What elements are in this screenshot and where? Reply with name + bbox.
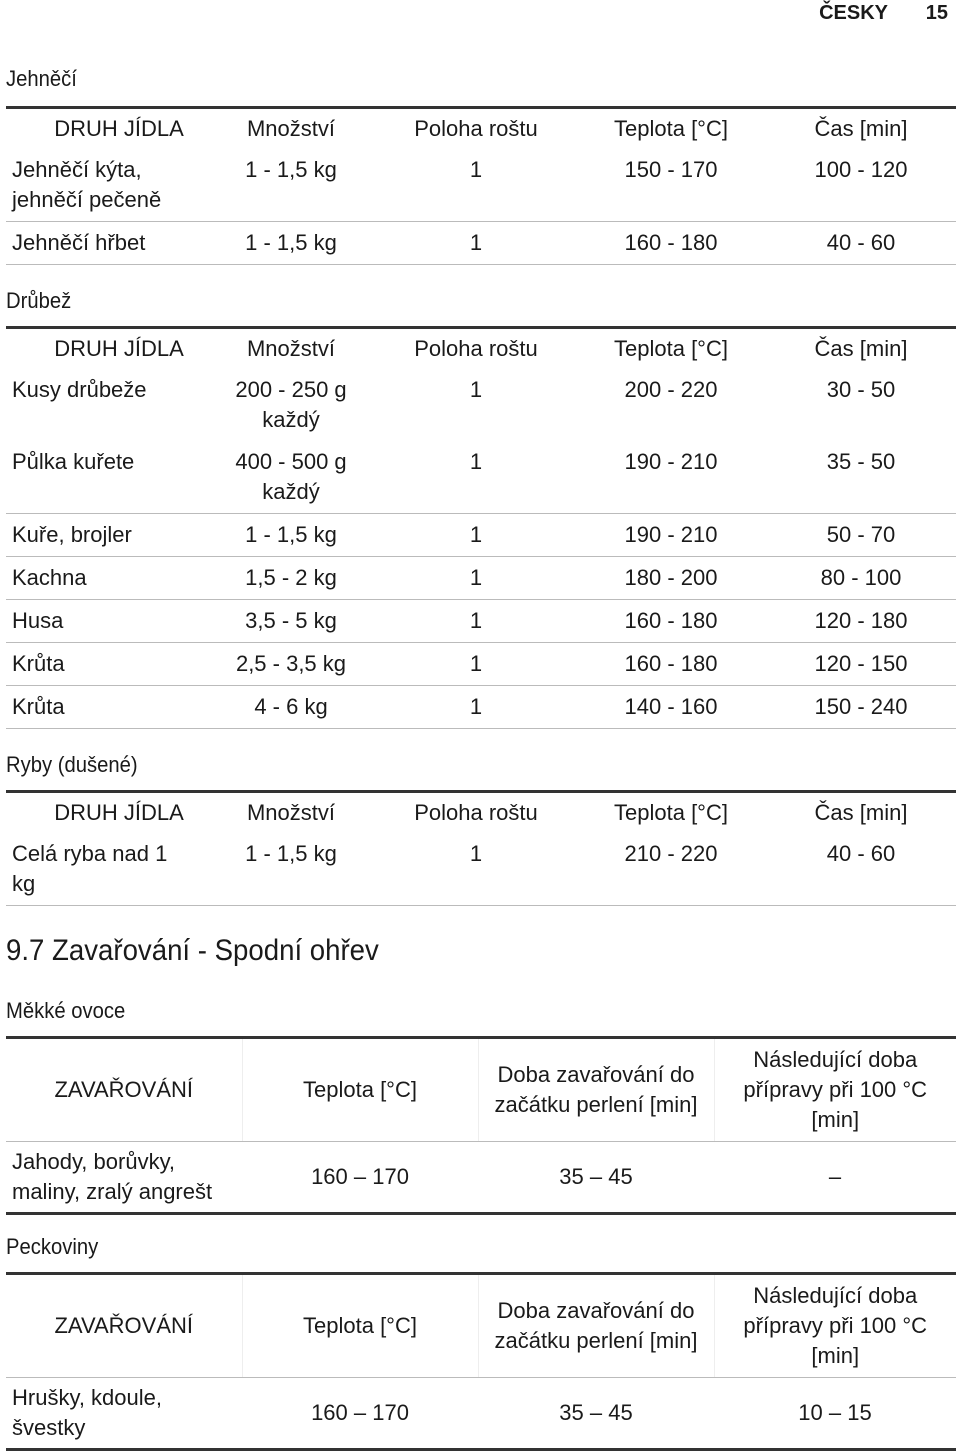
food-cell: Jehněčí hřbet bbox=[12, 230, 146, 255]
col-header-temp: Teplota [°C] bbox=[576, 328, 766, 370]
amount-cell: 2,5 - 3,5 kg bbox=[235, 651, 347, 676]
table-header-row bbox=[6, 328, 956, 370]
rack-cell: 1 bbox=[469, 449, 483, 474]
col-header-canning-time: Doba zavařování do začátku perlení [min] bbox=[478, 1038, 714, 1142]
col-header-food: DRUH JÍDLA bbox=[6, 108, 206, 150]
col-header-temp: Teplota [°C] bbox=[242, 1038, 478, 1142]
rack-cell: 1 bbox=[469, 608, 483, 633]
col-header-canning-time: Doba zavařování do začátku perlení [min] bbox=[478, 1274, 714, 1378]
temp-cell: 160 - 180 bbox=[624, 230, 718, 255]
canning-time-cell: 35 – 45 bbox=[478, 1142, 714, 1214]
table-row bbox=[6, 1378, 956, 1450]
amount-cell: 200 - 250 g každý bbox=[235, 377, 347, 432]
temp-cell: 180 - 200 bbox=[624, 565, 718, 590]
time-cell: 150 - 240 bbox=[814, 694, 908, 719]
food-cell: Celá ryba nad 1 kg bbox=[12, 841, 168, 896]
food-cell: Jahody, borůvky, maliny, zralý angrešt bbox=[12, 1149, 213, 1204]
food-cell: Půlka kuřete bbox=[12, 449, 135, 474]
table-row bbox=[6, 686, 956, 729]
table-row bbox=[6, 222, 956, 265]
table-row bbox=[6, 600, 956, 643]
temp-cell: 160 – 170 bbox=[242, 1378, 478, 1450]
col-header-rack: Poloha roštu bbox=[376, 792, 576, 834]
soft-fruit-table bbox=[6, 1036, 956, 1215]
time-cell: 40 - 60 bbox=[826, 841, 896, 866]
food-cell: Krůta bbox=[12, 694, 65, 719]
table-row bbox=[6, 557, 956, 600]
col-header-followup-time: Následující doba přípravy při 100 °C [min] bbox=[714, 1038, 956, 1142]
col-header-amount: Množství bbox=[206, 792, 376, 834]
fish-table bbox=[6, 790, 956, 906]
time-cell: 50 - 70 bbox=[826, 522, 896, 547]
table-header-row bbox=[6, 1038, 956, 1142]
rack-cell: 1 bbox=[469, 841, 483, 866]
rack-cell: 1 bbox=[469, 565, 483, 590]
time-cell: 120 - 180 bbox=[814, 608, 908, 633]
amount-cell: 1 - 1,5 kg bbox=[245, 230, 337, 255]
page-header bbox=[0, 0, 960, 30]
food-cell: Hrušky, kdoule, švestky bbox=[12, 1385, 162, 1440]
col-header-temp: Teplota [°C] bbox=[242, 1274, 478, 1378]
food-cell: Kachna bbox=[12, 565, 87, 590]
food-cell: Kuře, brojler bbox=[12, 522, 132, 547]
amount-cell: 1,5 - 2 kg bbox=[245, 565, 337, 590]
temp-cell: 160 - 180 bbox=[624, 608, 718, 633]
table-row bbox=[6, 369, 956, 441]
rack-cell: 1 bbox=[469, 377, 483, 402]
rack-cell: 1 bbox=[469, 694, 483, 719]
poultry-table bbox=[6, 326, 956, 729]
stone-fruit-table bbox=[6, 1272, 956, 1451]
table-row bbox=[6, 1142, 956, 1214]
rack-cell: 1 bbox=[469, 522, 483, 547]
col-header-followup-time: Následující doba přípravy při 100 °C [min] bbox=[714, 1274, 956, 1378]
col-header-temp: Teplota [°C] bbox=[576, 108, 766, 150]
amount-cell: 1 - 1,5 kg bbox=[245, 841, 337, 866]
col-header-temp: Teplota [°C] bbox=[576, 792, 766, 834]
canning-time-cell: 35 – 45 bbox=[478, 1378, 714, 1450]
temp-cell: 210 - 220 bbox=[624, 841, 718, 866]
col-header-time: Čas [min] bbox=[766, 328, 956, 370]
followup-time-cell: 10 – 15 bbox=[714, 1378, 956, 1450]
language-label: ČESKY bbox=[819, 2, 888, 24]
rack-cell: 1 bbox=[469, 651, 483, 676]
time-cell: 120 - 150 bbox=[814, 651, 908, 676]
col-header-amount: Množství bbox=[206, 108, 376, 150]
table-header-row bbox=[6, 108, 956, 150]
temp-cell: 190 - 210 bbox=[624, 522, 718, 547]
time-cell: 80 - 100 bbox=[820, 565, 902, 590]
col-header-canning: ZAVAŘOVÁNÍ bbox=[6, 1274, 242, 1378]
food-cell: Kusy drůbeže bbox=[12, 377, 147, 402]
table-row bbox=[6, 514, 956, 557]
time-cell: 100 - 120 bbox=[814, 157, 908, 182]
section-title-fish: Ryby (dušené) bbox=[6, 752, 138, 777]
table-row bbox=[6, 149, 956, 222]
col-header-amount: Množství bbox=[206, 328, 376, 370]
temp-cell: 200 - 220 bbox=[624, 377, 718, 402]
section-title-lamb: Jehněčí bbox=[6, 66, 77, 91]
col-header-time: Čas [min] bbox=[766, 792, 956, 834]
temp-cell: 140 - 160 bbox=[624, 694, 718, 719]
food-cell: Husa bbox=[12, 608, 64, 633]
amount-cell: 1 - 1,5 kg bbox=[245, 157, 337, 182]
temp-cell: 160 - 180 bbox=[624, 651, 718, 676]
amount-cell: 3,5 - 5 kg bbox=[245, 608, 337, 633]
temp-cell: 160 – 170 bbox=[242, 1142, 478, 1214]
col-header-rack: Poloha roštu bbox=[376, 108, 576, 150]
canning-title: 9.7 Zavařování - Spodní ohřev bbox=[6, 934, 379, 967]
col-header-food: DRUH JÍDLA bbox=[6, 328, 206, 370]
amount-cell: 400 - 500 g každý bbox=[235, 449, 347, 504]
col-header-food: DRUH JÍDLA bbox=[6, 792, 206, 834]
food-cell: Krůta bbox=[12, 651, 65, 676]
section-title-stone-fruit: Peckoviny bbox=[6, 1234, 99, 1259]
table-row bbox=[6, 833, 956, 906]
table-header-row bbox=[6, 792, 956, 834]
time-cell: 35 - 50 bbox=[826, 449, 896, 474]
time-cell: 40 - 60 bbox=[826, 230, 896, 255]
col-header-canning: ZAVAŘOVÁNÍ bbox=[6, 1038, 242, 1142]
time-cell: 30 - 50 bbox=[826, 377, 896, 402]
section-title-poultry: Drůbež bbox=[6, 288, 72, 313]
col-header-time: Čas [min] bbox=[766, 108, 956, 150]
table-row bbox=[6, 643, 956, 686]
table-row bbox=[6, 441, 956, 514]
followup-time-cell: – bbox=[714, 1142, 956, 1214]
rack-cell: 1 bbox=[469, 157, 483, 182]
amount-cell: 4 - 6 kg bbox=[254, 694, 328, 719]
lamb-table bbox=[6, 106, 956, 265]
temp-cell: 150 - 170 bbox=[624, 157, 718, 182]
temp-cell: 190 - 210 bbox=[624, 449, 718, 474]
rack-cell: 1 bbox=[469, 230, 483, 255]
col-header-rack: Poloha roštu bbox=[376, 328, 576, 370]
table-header-row bbox=[6, 1274, 956, 1378]
food-cell: Jehněčí kýta, jehněčí pečeně bbox=[12, 157, 162, 212]
page-number: 15 bbox=[925, 2, 948, 24]
section-title-soft-fruit: Měkké ovoce bbox=[6, 998, 126, 1023]
amount-cell: 1 - 1,5 kg bbox=[245, 522, 337, 547]
